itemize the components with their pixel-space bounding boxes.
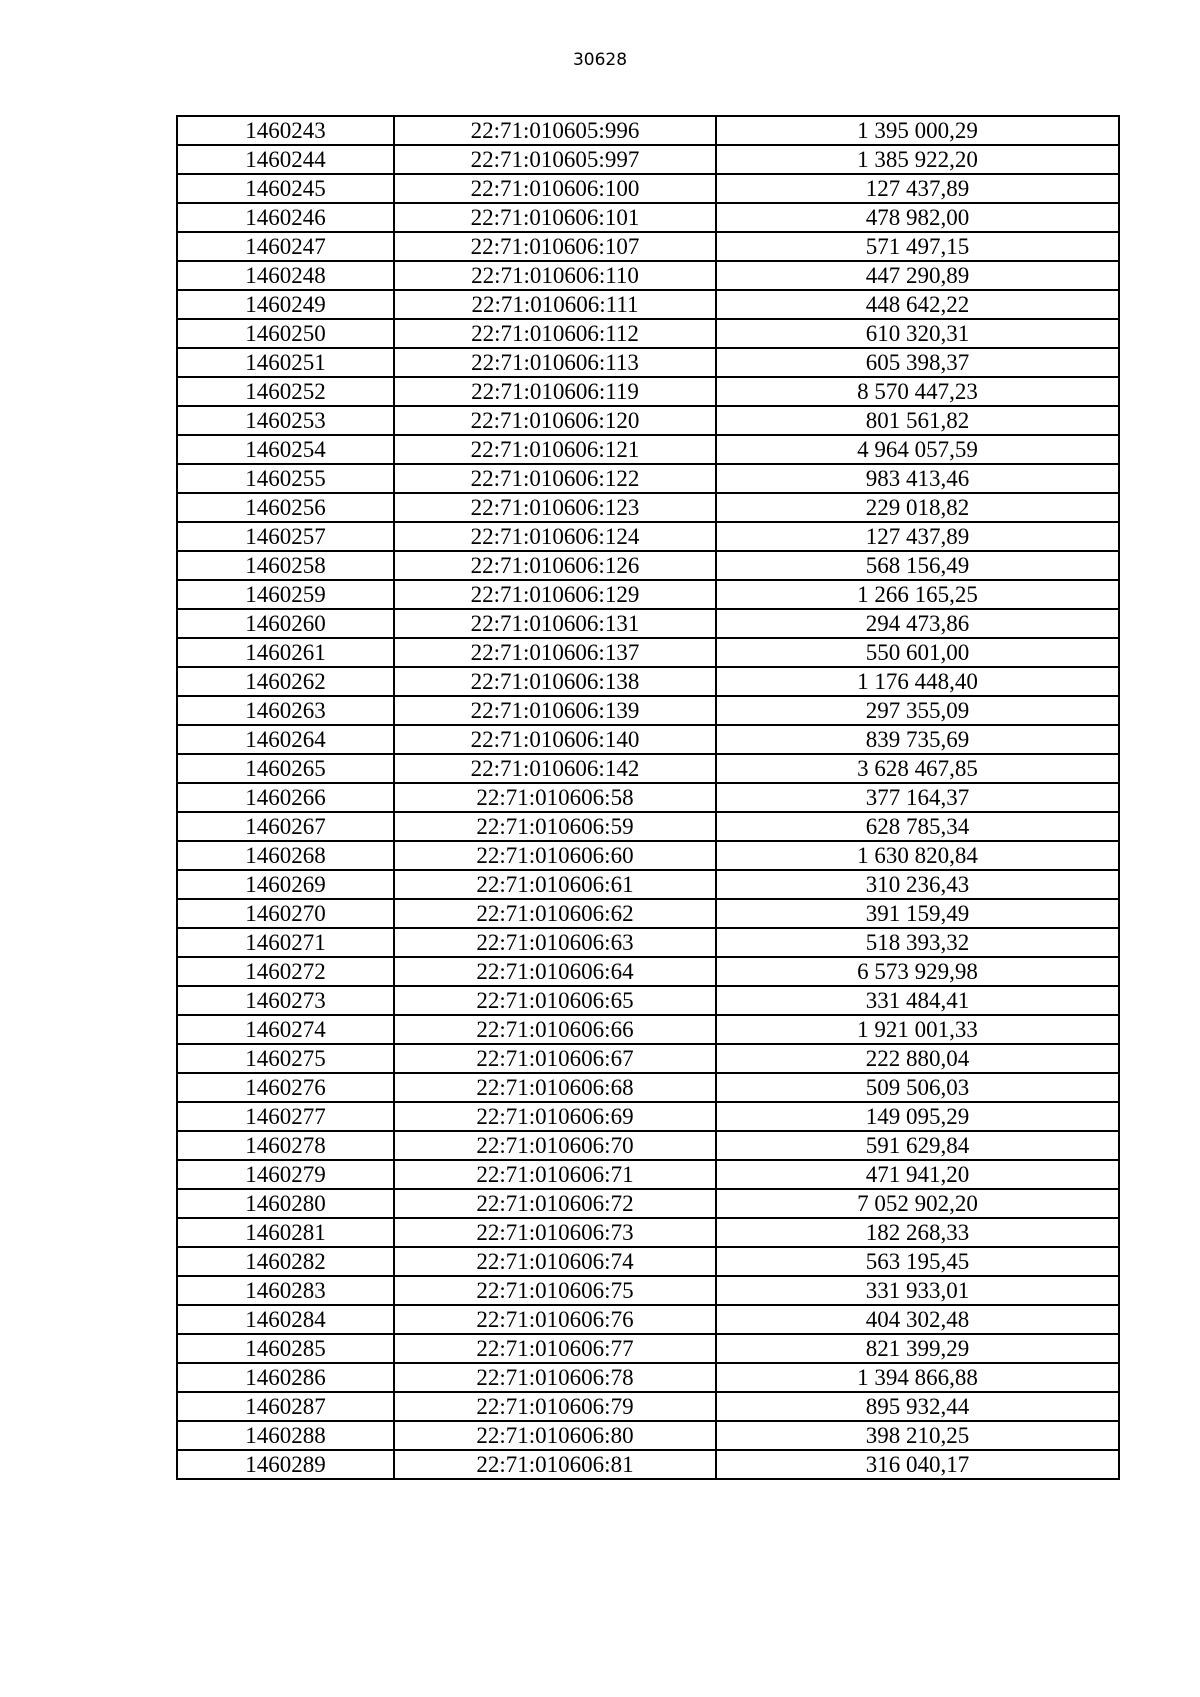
table-row: [177, 1334, 1119, 1363]
row-number-cell: 1460255: [177, 464, 394, 493]
cadastral-value-cell: 4 964 057,59: [716, 435, 1119, 464]
cadastral-value-cell: 8 570 447,23: [716, 377, 1119, 406]
cadastral-number-cell: 22:71:010606:78: [394, 1363, 716, 1392]
table-row: [177, 1247, 1119, 1276]
cadastral-value-cell: 568 156,49: [716, 551, 1119, 580]
cadastral-value-cell: 377 164,37: [716, 783, 1119, 812]
cadastral-number-cell: 22:71:010606:58: [394, 783, 716, 812]
page-number: 30628: [572, 50, 628, 70]
row-number-cell: 1460280: [177, 1189, 394, 1218]
table-row: [177, 116, 1119, 145]
table-row: [177, 203, 1119, 232]
row-number-cell: 1460260: [177, 609, 394, 638]
cadastral-number-cell: 22:71:010606:119: [394, 377, 716, 406]
table-row: [177, 1044, 1119, 1073]
row-number-cell: 1460261: [177, 638, 394, 667]
row-number-cell: 1460264: [177, 725, 394, 754]
cadastral-value-cell: 509 506,03: [716, 1073, 1119, 1102]
cadastral-number-cell: 22:71:010606:113: [394, 348, 716, 377]
row-number-cell: 1460246: [177, 203, 394, 232]
cadastral-value-cell: 331 484,41: [716, 986, 1119, 1015]
cadastral-number-cell: 22:71:010606:67: [394, 1044, 716, 1073]
cadastral-value-cell: 310 236,43: [716, 870, 1119, 899]
cadastral-value-cell: 571 497,15: [716, 232, 1119, 261]
row-number-cell: 1460282: [177, 1247, 394, 1276]
cadastral-value-cell: 591 629,84: [716, 1131, 1119, 1160]
table-row: [177, 667, 1119, 696]
table-row: [177, 609, 1119, 638]
table-row: [177, 957, 1119, 986]
cadastral-number-cell: 22:71:010606:137: [394, 638, 716, 667]
table-row: [177, 899, 1119, 928]
table-row: [177, 290, 1119, 319]
table-row: [177, 1189, 1119, 1218]
table-row: [177, 348, 1119, 377]
table-row: [177, 493, 1119, 522]
cadastral-number-cell: 22:71:010606:69: [394, 1102, 716, 1131]
row-number-cell: 1460245: [177, 174, 394, 203]
row-number-cell: 1460269: [177, 870, 394, 899]
cadastral-number-cell: 22:71:010606:79: [394, 1392, 716, 1421]
table-row: [177, 1305, 1119, 1334]
row-number-cell: 1460285: [177, 1334, 394, 1363]
cadastral-number-cell: 22:71:010606:61: [394, 870, 716, 899]
cadastral-value-cell: 1 266 165,25: [716, 580, 1119, 609]
row-number-cell: 1460250: [177, 319, 394, 348]
cadastral-value-cell: 149 095,29: [716, 1102, 1119, 1131]
row-number-cell: 1460252: [177, 377, 394, 406]
cadastral-number-cell: 22:71:010606:126: [394, 551, 716, 580]
cadastral-value-cell: 478 982,00: [716, 203, 1119, 232]
cadastral-value-cell: 6 573 929,98: [716, 957, 1119, 986]
cadastral-number-cell: 22:71:010606:124: [394, 522, 716, 551]
row-number-cell: 1460288: [177, 1421, 394, 1450]
table-row: [177, 1421, 1119, 1450]
cadastral-value-cell: 1 630 820,84: [716, 841, 1119, 870]
table-row: [177, 406, 1119, 435]
cadastral-value-cell: 294 473,86: [716, 609, 1119, 638]
cadastral-number-cell: 22:71:010606:62: [394, 899, 716, 928]
cadastral-value-cell: 550 601,00: [716, 638, 1119, 667]
cadastral-value-cell: 391 159,49: [716, 899, 1119, 928]
row-number-cell: 1460289: [177, 1450, 394, 1479]
cadastral-number-cell: 22:71:010606:107: [394, 232, 716, 261]
cadastral-number-cell: 22:71:010606:68: [394, 1073, 716, 1102]
cadastral-number-cell: 22:71:010606:60: [394, 841, 716, 870]
cadastral-value-cell: 605 398,37: [716, 348, 1119, 377]
table-row: [177, 1392, 1119, 1421]
cadastral-number-cell: 22:71:010606:100: [394, 174, 716, 203]
cadastral-number-cell: 22:71:010606:76: [394, 1305, 716, 1334]
row-number-cell: 1460283: [177, 1276, 394, 1305]
table-row: [177, 754, 1119, 783]
table-row: [177, 319, 1119, 348]
cadastral-number-cell: 22:71:010606:77: [394, 1334, 716, 1363]
table-row: [177, 1160, 1119, 1189]
cadastral-value-cell: 316 040,17: [716, 1450, 1119, 1479]
cadastral-number-cell: 22:71:010606:142: [394, 754, 716, 783]
row-number-cell: 1460266: [177, 783, 394, 812]
row-number-cell: 1460259: [177, 580, 394, 609]
table-row: [177, 696, 1119, 725]
cadastral-number-cell: 22:71:010606:70: [394, 1131, 716, 1160]
row-number-cell: 1460248: [177, 261, 394, 290]
row-number-cell: 1460251: [177, 348, 394, 377]
table-row: [177, 1015, 1119, 1044]
table-row: [177, 1102, 1119, 1131]
row-number-cell: 1460270: [177, 899, 394, 928]
cadastral-value-cell: 518 393,32: [716, 928, 1119, 957]
table-row: [177, 986, 1119, 1015]
cadastral-number-cell: 22:71:010606:120: [394, 406, 716, 435]
cadastral-number-cell: 22:71:010606:122: [394, 464, 716, 493]
cadastral-number-cell: 22:71:010606:81: [394, 1450, 716, 1479]
cadastral-number-cell: 22:71:010606:139: [394, 696, 716, 725]
row-number-cell: 1460277: [177, 1102, 394, 1131]
cadastral-number-cell: 22:71:010606:59: [394, 812, 716, 841]
cadastral-number-cell: 22:71:010606:71: [394, 1160, 716, 1189]
row-number-cell: 1460276: [177, 1073, 394, 1102]
cadastral-value-cell: 127 437,89: [716, 522, 1119, 551]
table-row: [177, 638, 1119, 667]
cadastral-number-cell: 22:71:010606:121: [394, 435, 716, 464]
cadastral-value-table: [176, 115, 1120, 1480]
row-number-cell: 1460267: [177, 812, 394, 841]
table-row: [177, 174, 1119, 203]
row-number-cell: 1460262: [177, 667, 394, 696]
cadastral-value-cell: 821 399,29: [716, 1334, 1119, 1363]
row-number-cell: 1460247: [177, 232, 394, 261]
row-number-cell: 1460249: [177, 290, 394, 319]
cadastral-number-cell: 22:71:010606:123: [394, 493, 716, 522]
cadastral-number-cell: 22:71:010606:63: [394, 928, 716, 957]
cadastral-value-cell: 610 320,31: [716, 319, 1119, 348]
cadastral-number-cell: 22:71:010606:64: [394, 957, 716, 986]
row-number-cell: 1460281: [177, 1218, 394, 1247]
row-number-cell: 1460284: [177, 1305, 394, 1334]
table-row: [177, 1276, 1119, 1305]
table-row: [177, 812, 1119, 841]
cadastral-number-cell: 22:71:010606:111: [394, 290, 716, 319]
table-row: [177, 522, 1119, 551]
cadastral-number-cell: 22:71:010606:65: [394, 986, 716, 1015]
table-row: [177, 870, 1119, 899]
cadastral-value-cell: 229 018,82: [716, 493, 1119, 522]
cadastral-value-cell: 801 561,82: [716, 406, 1119, 435]
cadastral-number-cell: 22:71:010605:997: [394, 145, 716, 174]
table-body: [177, 116, 1119, 1479]
cadastral-value-cell: 127 437,89: [716, 174, 1119, 203]
cadastral-number-cell: 22:71:010605:996: [394, 116, 716, 145]
row-number-cell: 1460258: [177, 551, 394, 580]
cadastral-value-cell: 628 785,34: [716, 812, 1119, 841]
table-row: [177, 464, 1119, 493]
cadastral-value-cell: 297 355,09: [716, 696, 1119, 725]
row-number-cell: 1460263: [177, 696, 394, 725]
table-row: [177, 580, 1119, 609]
row-number-cell: 1460273: [177, 986, 394, 1015]
cadastral-value-cell: 563 195,45: [716, 1247, 1119, 1276]
cadastral-value-cell: 1 395 000,29: [716, 116, 1119, 145]
row-number-cell: 1460286: [177, 1363, 394, 1392]
cadastral-number-cell: 22:71:010606:131: [394, 609, 716, 638]
cadastral-number-cell: 22:71:010606:74: [394, 1247, 716, 1276]
table-row: [177, 725, 1119, 754]
cadastral-value-cell: 839 735,69: [716, 725, 1119, 754]
table-row: [177, 841, 1119, 870]
cadastral-value-cell: 895 932,44: [716, 1392, 1119, 1421]
cadastral-value-cell: 471 941,20: [716, 1160, 1119, 1189]
table-row: [177, 377, 1119, 406]
cadastral-number-cell: 22:71:010606:75: [394, 1276, 716, 1305]
row-number-cell: 1460287: [177, 1392, 394, 1421]
cadastral-value-cell: 1 921 001,33: [716, 1015, 1119, 1044]
row-number-cell: 1460257: [177, 522, 394, 551]
row-number-cell: 1460254: [177, 435, 394, 464]
row-number-cell: 1460253: [177, 406, 394, 435]
row-number-cell: 1460243: [177, 116, 394, 145]
cadastral-value-cell: 331 933,01: [716, 1276, 1119, 1305]
table-row: [177, 145, 1119, 174]
cadastral-value-cell: 1 394 866,88: [716, 1363, 1119, 1392]
cadastral-value-cell: 448 642,22: [716, 290, 1119, 319]
cadastral-number-cell: 22:71:010606:101: [394, 203, 716, 232]
cadastral-value-cell: 1 385 922,20: [716, 145, 1119, 174]
cadastral-number-cell: 22:71:010606:112: [394, 319, 716, 348]
table-row: [177, 1073, 1119, 1102]
cadastral-value-cell: 3 628 467,85: [716, 754, 1119, 783]
table-row: [177, 1363, 1119, 1392]
row-number-cell: 1460272: [177, 957, 394, 986]
cadastral-number-cell: 22:71:010606:66: [394, 1015, 716, 1044]
table-row: [177, 261, 1119, 290]
cadastral-number-cell: 22:71:010606:140: [394, 725, 716, 754]
cadastral-value-cell: 398 210,25: [716, 1421, 1119, 1450]
row-number-cell: 1460271: [177, 928, 394, 957]
cadastral-value-cell: 447 290,89: [716, 261, 1119, 290]
table-row: [177, 783, 1119, 812]
cadastral-number-cell: 22:71:010606:110: [394, 261, 716, 290]
row-number-cell: 1460275: [177, 1044, 394, 1073]
row-number-cell: 1460244: [177, 145, 394, 174]
row-number-cell: 1460274: [177, 1015, 394, 1044]
row-number-cell: 1460256: [177, 493, 394, 522]
cadastral-number-cell: 22:71:010606:73: [394, 1218, 716, 1247]
cadastral-number-cell: 22:71:010606:129: [394, 580, 716, 609]
row-number-cell: 1460278: [177, 1131, 394, 1160]
table-row: [177, 928, 1119, 957]
cadastral-value-cell: 182 268,33: [716, 1218, 1119, 1247]
cadastral-value-cell: 222 880,04: [716, 1044, 1119, 1073]
cadastral-number-cell: 22:71:010606:80: [394, 1421, 716, 1450]
table-row: [177, 1450, 1119, 1479]
cadastral-value-cell: 404 302,48: [716, 1305, 1119, 1334]
row-number-cell: 1460265: [177, 754, 394, 783]
cadastral-value-cell: 1 176 448,40: [716, 667, 1119, 696]
table-row: [177, 232, 1119, 261]
table-row: [177, 1218, 1119, 1247]
table-row: [177, 551, 1119, 580]
row-number-cell: 1460279: [177, 1160, 394, 1189]
cadastral-number-cell: 22:71:010606:138: [394, 667, 716, 696]
table-row: [177, 435, 1119, 464]
row-number-cell: 1460268: [177, 841, 394, 870]
table-row: [177, 1131, 1119, 1160]
cadastral-number-cell: 22:71:010606:72: [394, 1189, 716, 1218]
cadastral-value-cell: 983 413,46: [716, 464, 1119, 493]
cadastral-value-cell: 7 052 902,20: [716, 1189, 1119, 1218]
